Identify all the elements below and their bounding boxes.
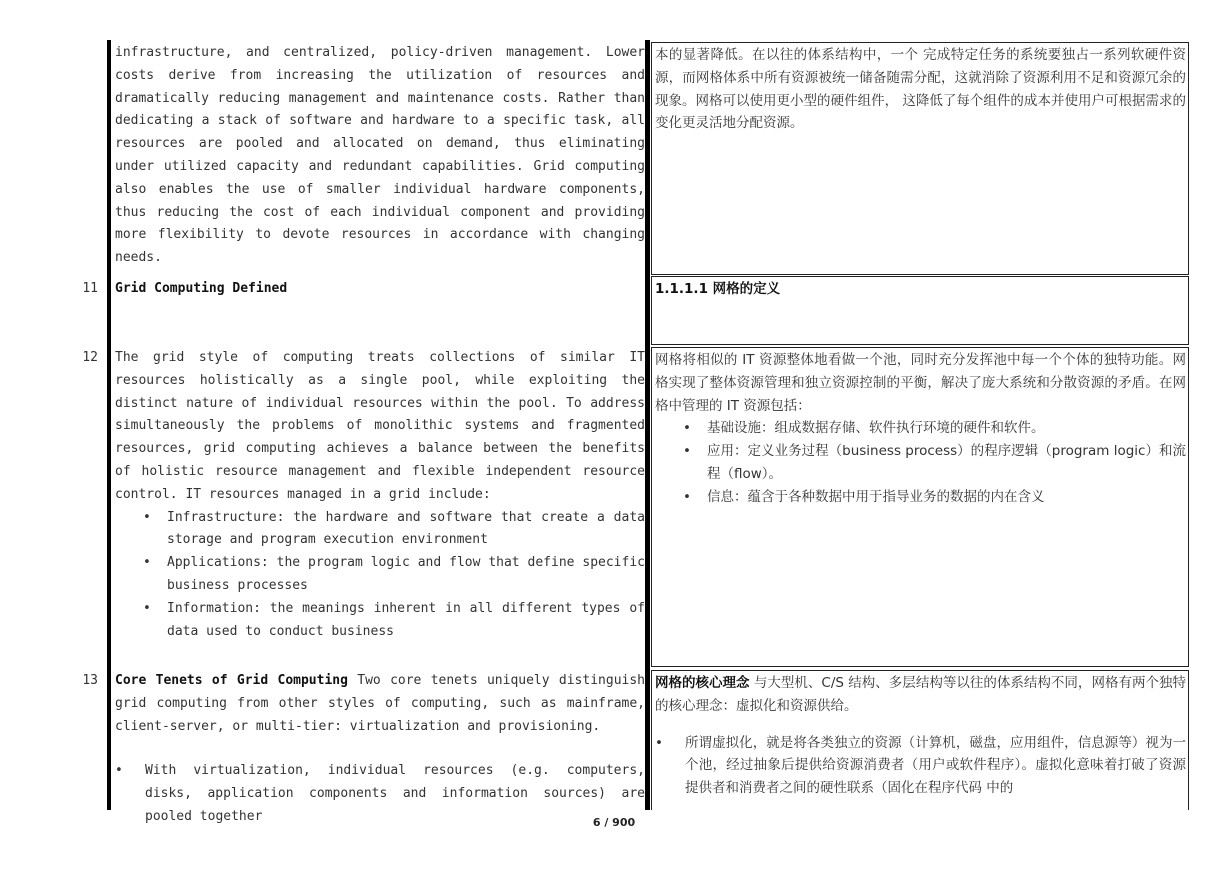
section-heading-chinese: 网格的核心理念: [655, 675, 750, 691]
chinese-paragraph: 网格将相似的 IT 资源整体地看做一个池，同时充分发挥池中每一个个体的独特功能。网格实现了整体资源管理和独立资源控制的平衡，解决了庞大系统和分散资源的矛盾。在网格中管理的 IT 资源包括：: [655, 352, 1186, 414]
english-bullet: • With virtualization, individual resources (e.g. computers, disks, application components and information sources) are pooled together: [115, 763, 645, 824]
list-item: • Information: the meanings inherent in all different types of data used to conduct business: [167, 598, 645, 644]
chinese-resource-list: [655, 417, 1186, 508]
section-heading-english: Grid Computing Defined: [115, 281, 288, 296]
english-intro-text: Two core tenets uniquely distinguish grid computing from other styles of computing, such as mainframe, client-server, or multi-tier: virtualization and provisioning.: [115, 673, 645, 734]
chinese-paragraph: [655, 672, 1186, 718]
segment-number: 13: [82, 673, 98, 688]
segment-number: 12: [82, 350, 98, 365]
segment-number: 11: [82, 281, 98, 296]
page-number: 6 / 900: [592, 816, 636, 829]
source-text-english: [115, 42, 645, 270]
translation-cell: [651, 276, 1189, 345]
bullet-text: With virtualization, individual resources (e.g. computers, disks, application components and information sources) are pooled together: [145, 763, 645, 824]
english-resource-list: [115, 507, 645, 644]
chinese-bullet: • 所谓虚拟化，就是将各类独立的资源（计算机，磁盘，应用组件，信息源等）视为一个池，经过抽象后提供给资源消费者（用户或软件程序）。虚拟化意味着打破了资源提供者和消费者之间的硬性联系（固化在程序代码 中的: [655, 732, 1186, 800]
left-margin-rule: [107, 40, 111, 810]
source-text-english: [115, 278, 645, 301]
list-item: • Infrastructure: the hardware and software that create a data storage and program execution environment: [167, 507, 645, 553]
list-item: • 应用：定义业务过程（business process）的程序逻辑（program logic）和流程（flow）。: [707, 440, 1186, 486]
center-column-rule: [645, 40, 650, 810]
source-text-english: [115, 347, 645, 643]
english-paragraph: The grid style of computing treats collections of similar IT resources holistically as a single pool, while exploiting the distinct nature of individual resources within the pool. To address simultaneously the problems of monolithic systems and fragmented resources, grid computing achieves a balance between the benefits of holistic resource management and flexible independent resource control. IT resources managed in a grid include:: [115, 350, 645, 502]
chinese-paragraph: 本的显著降低。在以往的体系结构中，一个 完成特定任务的系统要独占一系列软硬件资源，而网格体系中所有资源被统一储备随需分配，这就消除了资源利用不足和资源冗余的现象。网格可以使用更小型的硬件组件， 这降低了每个组件的成本并使用户可根据需求的变化更灵活地分配资源。: [655, 47, 1186, 132]
list-item: • Applications: the program logic and flow that define specific business processes: [167, 552, 645, 598]
translation-cell: [651, 42, 1189, 275]
list-item: • 基础设施：组成数据存储、软件执行环境的硬件和软件。: [707, 417, 1186, 440]
section-heading-english: Core Tenets of Grid Computing: [115, 673, 348, 688]
english-paragraph: [115, 670, 645, 738]
translation-cell: [651, 670, 1189, 810]
list-item: • 信息：蕴含于各种数据中用于指导业务的数据的内在含义: [707, 486, 1186, 509]
source-text-english: [115, 670, 645, 829]
translation-cell: [651, 347, 1189, 667]
english-paragraph: infrastructure, and centralized, policy-driven management. Lower costs derive from increasing the utilization of resources and dramatically reducing management and maintenance costs. Rather than dedicating a stack of software and hardware to a specific task, all resources are pooled and allocated on demand, thus eliminating under utilized capacity and redundant capabilities. Grid computing also enables the use of smaller individual hardware components, thus reducing the cost of each individual component and providing more flexibility to devote resources in accordance with changing needs.: [115, 45, 645, 266]
section-heading-chinese: 1.1.1.1 网格的定义: [655, 281, 781, 297]
chinese-intro-text: 与大型机、C/S 结构、多层结构等以往的体系结构不同，网格有两个独特的核心理念：虚拟化和资源供给。: [655, 675, 1186, 714]
